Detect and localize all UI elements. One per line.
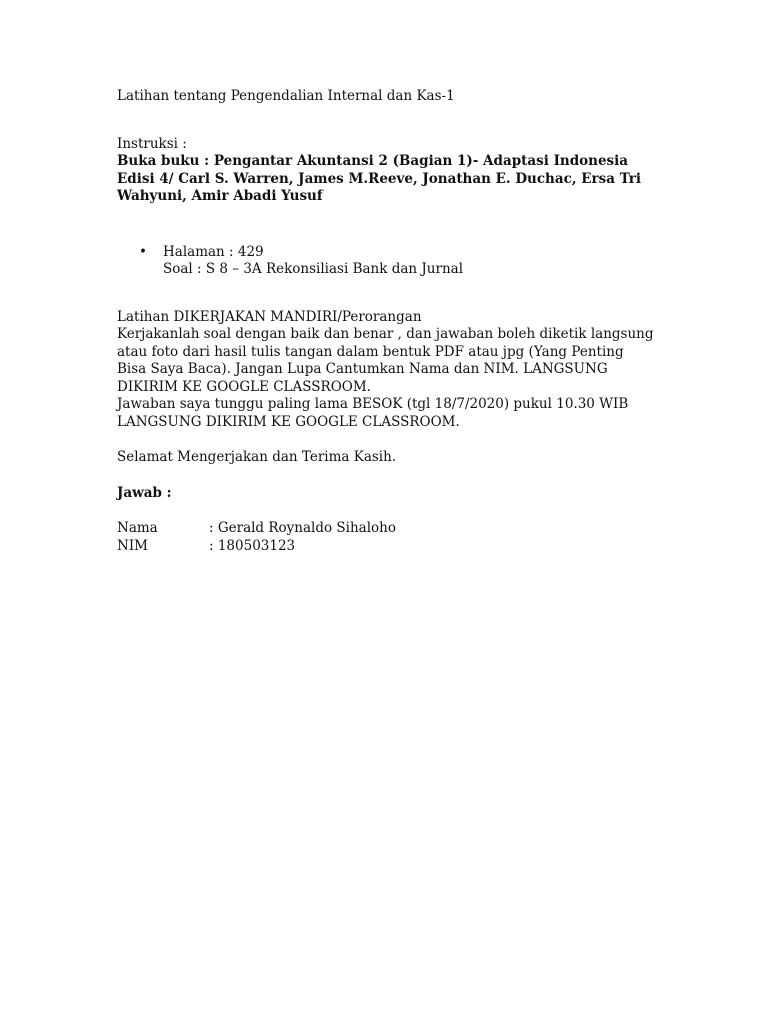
closing-line: Selamat Mengerjakan dan Terima Kasih.	[117, 449, 397, 465]
name-label: Nama	[117, 520, 158, 536]
spacer	[117, 502, 657, 520]
name-value: : Gerald Roynaldo Sihaloho	[209, 520, 396, 536]
bullet-icon: •	[139, 243, 147, 260]
nim-label: NIM	[117, 537, 148, 554]
instruction-label: Instruksi :	[117, 135, 187, 152]
answer-label: Jawab :	[117, 484, 172, 501]
nim-value: : 180503123	[209, 537, 296, 554]
mode-line: Latihan DIKERJAKAN MANDIRI/Perorangan	[117, 308, 422, 325]
page-number-line: Halaman : 429	[163, 243, 264, 260]
student-identity	[117, 520, 657, 555]
document-page	[117, 88, 657, 555]
spacer	[117, 431, 657, 449]
instruction-book: Buka buku : Pengantar Akuntansi 2 (Bagian 1)- Adaptasi Indonesia Edisi 4/ Carl S. Warren, James M.Reeve, Jonathan E. Duchac, Ersa Tri Wahyuni, Amir Abadi Yusuf	[117, 153, 641, 204]
spacer	[117, 279, 657, 309]
document-title: Latihan tentang Pengendalian Internal dan Kas-1	[117, 88, 455, 104]
assignment-bullet	[117, 244, 657, 279]
spacer	[117, 467, 657, 485]
spacer	[117, 106, 657, 136]
instructions-paragraph: Kerjakanlah soal dengan baik dan benar , dan jawaban boleh diketik langsung atau foto dari hasil tulis tangan dalam bentuk PDF atau jpg (Yang Penting Bisa Saya Baca). Jangan Lupa Cantumkan Nama dan NIM. LANGSUNG DIKIRIM KE GOOGLE CLASSROOM.	[117, 326, 654, 395]
deadline-paragraph: Jawaban saya tunggu paling lama BESOK (tgl 18/7/2020) pukul 10.30 WIB LANGSUNG DIKIRIM KE GOOGLE CLASSROOM.	[117, 396, 629, 430]
problem-line: Soal : S 8 – 3A Rekonsiliasi Bank dan Jurnal	[163, 261, 464, 277]
